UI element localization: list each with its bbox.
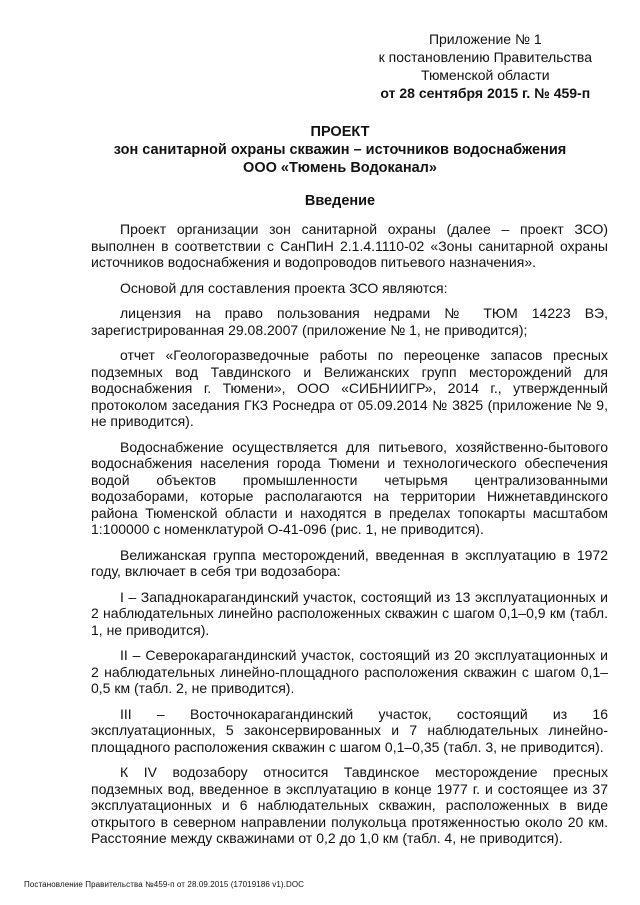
title-line-1: ПРОЕКТ — [310, 124, 370, 140]
paragraph: II – Северокарагандинский участок, состоящий из 20 эксплуатационных и 2 наблюдательных линейно-площадного расположения скважин с шагом 0,1–0,5 км (табл. 2, не приводится). — [91, 647, 608, 696]
annex-region: Тюменской области — [421, 67, 550, 83]
annex-number: Приложение № 1 — [428, 31, 542, 47]
annex-date: от 28 сентября 2015 г. № 459-п — [380, 85, 591, 101]
document-title — [0, 123, 640, 177]
document-body — [91, 221, 608, 856]
paragraph: лицензия на право пользования недрами № ТЮМ 14223 ВЭ, зарегистрированная 29.08.2007 (приложение № 1, не приводится); — [91, 305, 608, 338]
page-footer: Постановление Правительства №459-п от 28.09.2015 (17019186 v1).DOC — [24, 880, 305, 889]
paragraph: Водоснабжение осуществляется для питьевого, хозяйственно-бытового водоснабжения населения города Тюмени и технологического обеспечения водой объектов промышленности четырьмя централизованными водозаборами, которые располагаются на территории Нижнетавдинского района Тюменской области и находятся в пределах топокарты масштабом 1:100000 с номенклатурой О-41-096 (рис. 1, не приводится). — [91, 438, 608, 537]
title-line-2: зон санитарной охраны скважин – источников водоснабжения — [113, 142, 567, 158]
paragraph: I – Западнокарагандинский участок, состоящий из 13 эксплуатационных и 2 наблюдательных линейно расположенных скважин с шагом 0,1–0,9 км (табл. 1, не приводится). — [91, 588, 608, 638]
annex-block — [379, 30, 592, 102]
paragraph: Велижанская группа месторождений, введенная в эксплуатацию в 1972 году, включает в себя три водозабора: — [91, 546, 608, 579]
paragraph: Основой для составления проекта ЗСО являются: — [120, 279, 448, 296]
title-line-3: ООО «Тюмень Водоканал» — [243, 160, 437, 176]
section-heading: Введение — [304, 193, 376, 209]
paragraph: Проект организации зон санитарной охраны (далее – проект ЗСО) выполнен в соответствии с СанПиН 2.1.4.1110-02 «Зоны санитарной охраны источников водоснабжения и водопроводов питьевого назначения». — [91, 221, 608, 270]
paragraph: отчет «Геологоразведочные работы по переоценке запасов пресных подземных вод Тавдинского и Велижанских групп месторождений для водоснабжения г. Тюмени», ООО «СИБНИИГР», 2014 г., утвержденный протоколом заседания ГКЗ Роснедра от 05.09.2014 № 3825 (приложение № 9, не приводится). — [91, 347, 608, 429]
annex-reference: к постановлению Правительства — [378, 49, 592, 65]
paragraph: К IV водозабору относится Тавдинское месторождение пресных подземных вод, введенное в эксплуатацию в конце 1977 г. и состоящее из 37 эксплуатационных и 6 наблюдательных скважин, расположенных в виде открытого в северном направлении полукольца протяженностью около 20 км. Расстояние между скважинами от 0,2 до 1,0 км (табл. 4, не приводится). — [91, 764, 608, 846]
paragraph: III – Восточнокарагандинский участок, состоящий из 16 эксплуатационных, 5 законсервированных и 7 наблюдательных линейно-площадного расположения скважин с шагом 0,1–0,35 (табл. 3, не приводится). — [91, 705, 608, 755]
